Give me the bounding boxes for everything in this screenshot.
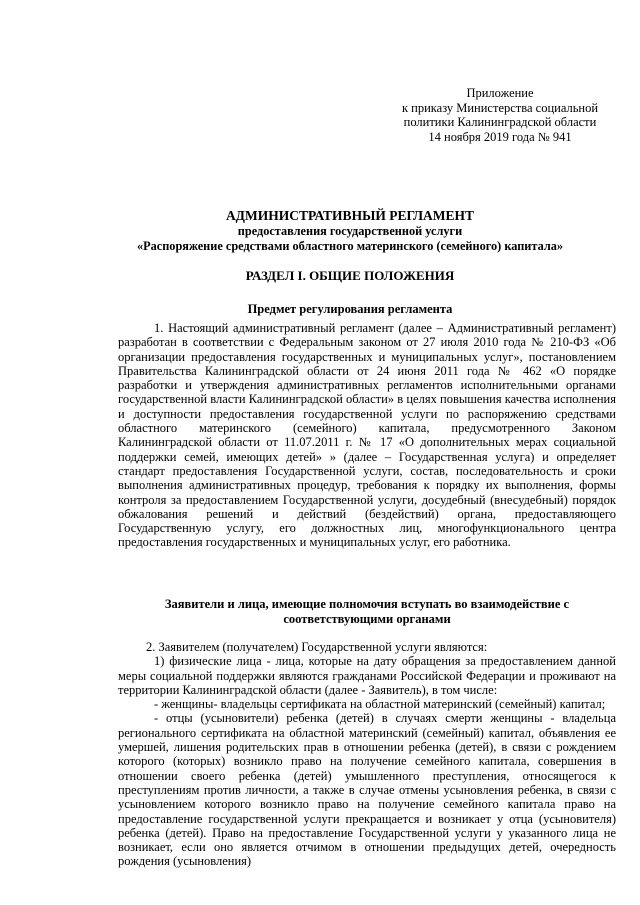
paragraph: 2. Заявителем (получателем) Государственной услуги являются: [146, 640, 488, 654]
document-subtitle: предоставления государственной услуги [237, 224, 463, 238]
document-title: АДМИНИСТРАТИВНЫЙ РЕГЛАМЕНТ [225, 208, 475, 223]
document-title-block [80, 208, 620, 254]
appendix-line: к приказу Министерства социальной [401, 100, 599, 115]
section2-body [118, 640, 616, 869]
appendix-block [380, 86, 620, 144]
section-heading: РАЗДЕЛ I. ОБЩИЕ ПОЛОЖЕНИЯ [245, 268, 455, 283]
section1-body [118, 321, 616, 550]
heading-line: Заявители и лица, имеющие полномочия вступать во взаимодействие с [164, 597, 570, 611]
subsection-heading-applicants [118, 597, 616, 626]
appendix-line: Приложение [466, 86, 534, 100]
list-item: - отцы (усыновители) ребенка (детей) в случаях смерти женщины - владельца регионального сертификата на областной материнский (семейный) капитал, объявления ее умершей, лишения родительских прав в отношении ребенка (детей), в связи с рождением которого (которых) возникло право на получение семейного капитала, совершения в отношении своего ребенка (детей) умышленного преступления, относящегося к преступлениям против личности, а также в случае отмены усыновления ребенка, в связи с усыновлением которого возникло право на получение семейного капитала право на предоставление государственной услуги прекращается и возникает у отца (усыновителя) ребенка (детей). Право на предоставление Государственной услуги у указанного лица не возникает, если оно является отчимом в отношении предыдущих детей, очередность рождения (усыновления) [118, 711, 616, 869]
paragraph: 1) физические лица - лица, которые на дату обращения за предоставлением данной меры социальной поддержки являются гражданами Российской Федерации и проживают на территории Калининградской области (далее - Заявитель), в том числе: [118, 654, 616, 697]
paragraph: 1. Настоящий административный регламент (далее – Административный регламент) разработан в соответствии с Федеральным законом от 27 июля 2010 года № 210-ФЗ «Об организации предоставления государственных и муниципальных услуг», постановлением Правительства Калининградской области от 24 июня 2011 года № 462 «О порядке разработки и утверждения административных регламентов исполнительными органами государственной власти Калининградской области» в целях повышения качества исполнения и доступности предоставления государственной услуги по распоряжению средствами областного материнского (семейного) капитала, предусмотренного Законом Калининградской области от 11.07.2011 г. № 17 «О дополнительных мерах социальной поддержки семей, имеющих детей» » (далее – Государственная услуга) и определяет стандарт предоставления Государственной услуги, состав, последовательность и сроки выполнения административных процедур, требования к порядку их выполнения, формы контроля за предоставлением Государственной услуги, досудебный (внесудебный) порядок обжалования решений и действий (бездействий) органа, предоставляющего Государственную услугу, его должностных лиц, многофункционального центра предоставления государственных и муниципальных услуг, его работника. [118, 321, 616, 550]
subsection-heading: Предмет регулирования регламента [247, 302, 453, 316]
list-item: - женщины- владельцы сертификата на областной материнский (семейный) капитал; [154, 697, 606, 712]
heading-line: соответствующими органами [283, 611, 451, 626]
appendix-line: политики Калининградской области [403, 115, 597, 130]
document-subtitle-service: «Распоряжение средствами областного материнского (семейного) капитала» [136, 239, 564, 253]
appendix-date: 14 ноября 2019 года № 941 [428, 129, 572, 144]
